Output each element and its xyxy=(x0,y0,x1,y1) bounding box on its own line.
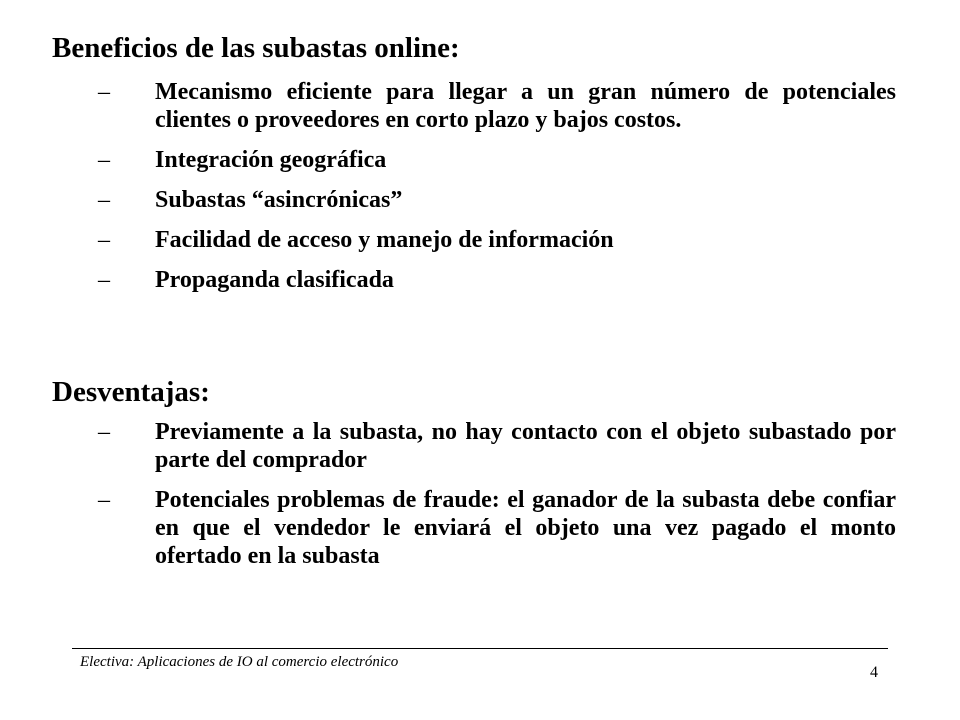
disadvantages-list xyxy=(52,418,896,570)
bullet-dash: – xyxy=(98,79,110,105)
list-item-text: Subastas “asincrónicas” xyxy=(155,187,403,213)
disadvantages-heading: Desventajas: xyxy=(52,376,210,408)
list-item xyxy=(52,266,896,294)
bullet-dash: – xyxy=(98,487,110,513)
list-item-text: Propaganda clasificada xyxy=(155,267,394,293)
list-item xyxy=(52,186,896,214)
footer-divider xyxy=(72,648,888,649)
benefits-list xyxy=(52,78,896,294)
disadvantages-section xyxy=(52,374,896,582)
list-item-text: Previamente a la subasta, no hay contacto con el objeto subastado por parte del comprador xyxy=(155,419,896,473)
page-number: 4 xyxy=(870,664,878,681)
bullet-dash: – xyxy=(98,147,110,173)
list-item-text: Facilidad de acceso y manejo de información xyxy=(155,227,614,253)
benefits-heading: Beneficios de las subastas online: xyxy=(52,32,460,64)
benefits-section xyxy=(52,30,896,306)
bullet-dash: – xyxy=(98,227,110,253)
footer-course-title: Electiva: Aplicaciones de IO al comercio electrónico xyxy=(80,654,399,670)
list-item xyxy=(52,226,896,254)
list-item xyxy=(52,486,896,570)
bullet-dash: – xyxy=(98,187,110,213)
bullet-dash: – xyxy=(98,419,110,445)
list-item-text: Potenciales problemas de fraude: el ganador de la subasta debe confiar en que el vendedor le enviará el objeto una vez pagado el monto ofertado en la subasta xyxy=(155,487,896,569)
bullet-dash: – xyxy=(98,267,110,293)
list-item xyxy=(52,78,896,134)
list-item-text: Integración geográfica xyxy=(155,147,387,173)
list-item-text: Mecanismo eficiente para llegar a un gran número de potenciales clientes o proveedores en corto plazo y bajos costos. xyxy=(155,79,896,133)
list-item xyxy=(52,146,896,174)
list-item xyxy=(52,418,896,474)
